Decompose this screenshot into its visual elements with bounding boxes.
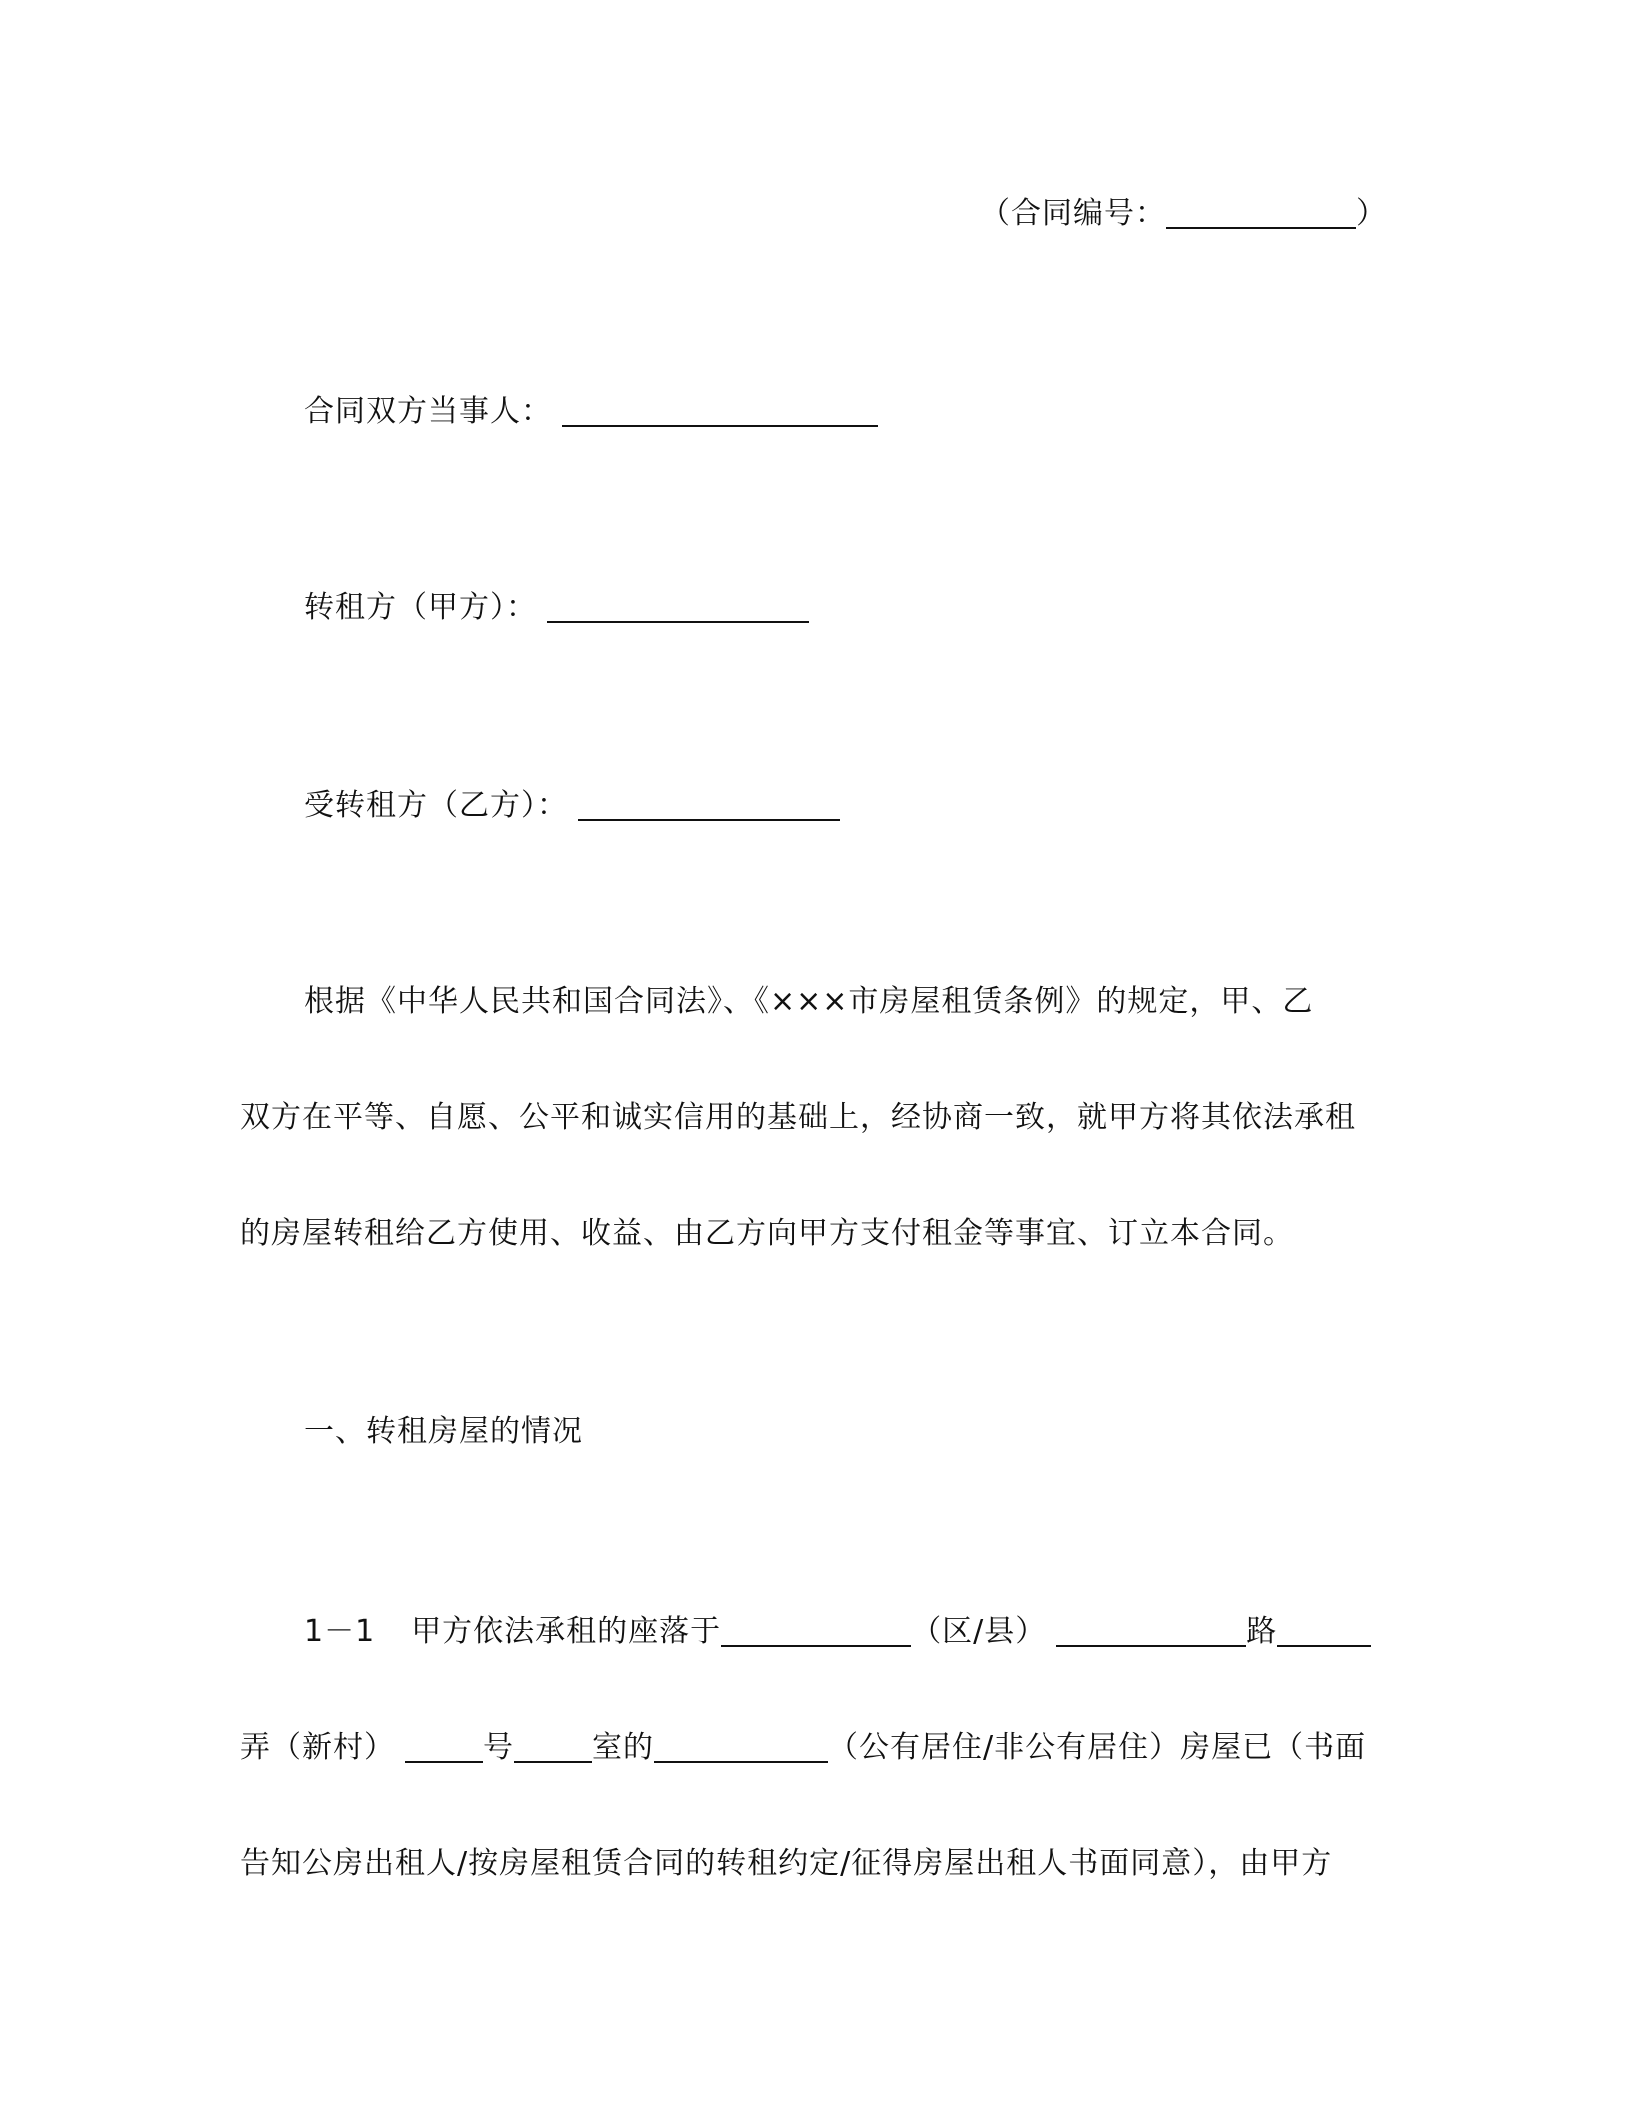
- lane-blank[interactable]: [1277, 1617, 1371, 1647]
- clause-text-f: 室的: [592, 1730, 654, 1765]
- preamble-line-3: 的房屋转租给乙方使用、收益、由乙方向甲方支付租金等事宜、订立本合同。: [240, 1216, 1294, 1251]
- clause-text-c: 路: [1246, 1614, 1278, 1649]
- house-type-blank[interactable]: [654, 1733, 828, 1763]
- clause-1-1-line-3: 告知公房出租人/按房屋租赁合同的转租约定/征得房屋出租人书面同意），由甲方: [240, 1846, 1333, 1881]
- parties-blank[interactable]: [562, 397, 878, 427]
- party-b-label: 受转租方（乙方）：: [304, 788, 568, 823]
- clause-1-1-line-1: [304, 1612, 1371, 1652]
- party-b-blank[interactable]: [578, 791, 840, 821]
- contract-number-blank[interactable]: [1166, 199, 1356, 229]
- preamble-line-2: 双方在平等、自愿、公平和诚实信用的基础上，经协商一致，就甲方将其依法承租: [240, 1100, 1356, 1135]
- party-a-label: 转租方（甲方）：: [304, 590, 537, 625]
- clause-text-b: （区/县）: [911, 1614, 1047, 1649]
- section-title: 一、转租房屋的情况: [304, 1414, 583, 1449]
- room-blank[interactable]: [514, 1733, 592, 1763]
- clause-1-1-line-2: [240, 1728, 1366, 1768]
- party-a-blank[interactable]: [547, 593, 809, 623]
- parties-line: [304, 392, 878, 432]
- clause-text-e: 号: [483, 1730, 514, 1765]
- contract-number-line: [980, 194, 1387, 234]
- road-blank[interactable]: [1056, 1617, 1246, 1647]
- contract-number-label: （合同编号：: [980, 196, 1166, 231]
- clause-text-g: （公有居住/非公有居住）房屋已（书面: [828, 1730, 1367, 1765]
- preamble-line-1: 根据《中华人民共和国合同法》、《×××市房屋租赁条例》的规定，甲、乙: [304, 984, 1314, 1019]
- party-a-line: [304, 588, 809, 628]
- number-blank[interactable]: [405, 1733, 483, 1763]
- clause-number: 1－1: [304, 1614, 376, 1649]
- district-blank[interactable]: [721, 1617, 911, 1647]
- clause-text-d: 弄（新村）: [240, 1730, 395, 1765]
- clause-text-a: 甲方依法承租的座落于: [411, 1614, 722, 1649]
- party-b-line: [304, 786, 840, 826]
- parties-label: 合同双方当事人：: [304, 394, 552, 429]
- contract-number-close: ）: [1356, 196, 1387, 231]
